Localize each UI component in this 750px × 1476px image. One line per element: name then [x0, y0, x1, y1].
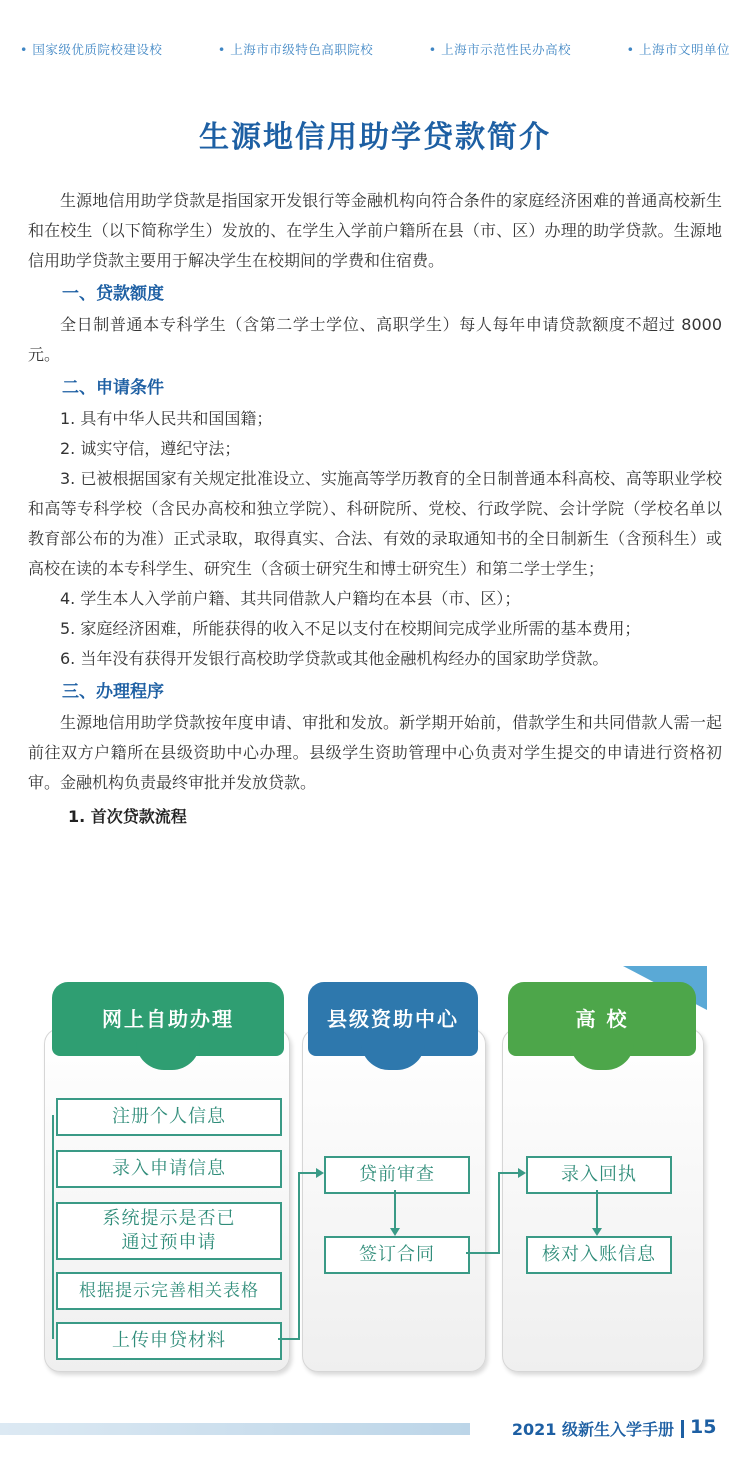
connector-line	[498, 1173, 500, 1254]
intro-paragraph: 生源地信用助学贷款是指国家开发银行等金融机构向符合条件的家庭经济困难的普通高校新生和在校生（以下简称学生）发放的、在学生入学前户籍所在县（市、区）办理的助学贷款。生源地信用助学贷款主要用于解决学生在校期间的学费和住宿费。	[28, 191, 722, 270]
condition-item: 3. 已被根据国家有关规定批准设立、实施高等学历教育的全日制普通本科高校、高等职业学校和高等专科学校（含民办高校和独立学院）、科研院所、党校、行政学院、会计学院（学校名单以教育部公布的为准）正式录取，取得真实、合法、有效的录取通知书的全日制新生（含预科生）或高校在读的本专科学生、研究生（含硕士研究生和博士研究生）和第二学士学生；	[28, 469, 722, 578]
connector-line	[298, 1172, 316, 1174]
header-college	[508, 982, 696, 1056]
connector-line	[278, 1338, 300, 1340]
header-tags	[20, 38, 730, 60]
flow-step: 录入申请信息	[56, 1150, 282, 1188]
flow-step: 贷前审查	[324, 1156, 470, 1194]
arrow-head	[316, 1168, 324, 1178]
condition-item: 6. 当年没有获得开发银行高校助学贷款或其他金融机构经办的国家助学贷款。	[60, 649, 609, 668]
connector-line	[394, 1190, 396, 1230]
flow-step: 上传申贷材料	[56, 1322, 282, 1360]
header-tag: • 上海市文明单位	[627, 40, 730, 58]
header-college-label: 高 校	[575, 1007, 629, 1031]
page-number: 15	[690, 1416, 717, 1438]
arrow-head	[390, 1228, 400, 1236]
header-tag: • 上海市示范性民办高校	[429, 40, 571, 58]
section-heading-amount: 一、贷款额度	[62, 284, 164, 304]
flow-step: 注册个人信息	[56, 1098, 282, 1136]
amount-paragraph: 全日制普通本专科学生（含第二学士学位、高职学生）每人每年申请贷款额度不超过 8000 元。	[28, 315, 722, 364]
panel-college	[502, 1028, 704, 1372]
page-title: 生源地信用助学贷款简介	[199, 120, 551, 155]
arrow-head	[518, 1168, 526, 1178]
header-online	[52, 982, 284, 1056]
connector-line	[466, 1252, 500, 1254]
flow-step: 根据提示完善相关表格	[56, 1272, 282, 1310]
header-tag: • 国家级优质院校建设校	[20, 40, 162, 58]
section-heading-procedure: 三、办理程序	[62, 682, 164, 702]
connector-line	[596, 1190, 598, 1230]
header-online-label: 网上自助办理	[102, 1007, 234, 1031]
loan-flowchart	[40, 966, 720, 1376]
section-heading-conditions: 二、申请条件	[62, 378, 164, 398]
footer-title: 2021 级新生入学手册	[511, 1420, 674, 1439]
footer-bar	[0, 1423, 470, 1435]
header-county	[308, 982, 478, 1056]
footer-divider	[681, 1420, 684, 1438]
procedure-paragraph: 生源地信用助学贷款按年度申请、审批和发放。新学期开始前，借款学生和共同借款人需一起前往双方户籍所在县级资助中心办理。县级学生资助管理中心负责对学生提交的申请进行资格初审。金融机构负责最终审批并发放贷款。	[28, 713, 722, 792]
subheading-first-loan: 1. 首次贷款流程	[68, 807, 187, 826]
condition-item: 4. 学生本人入学前户籍、其共同借款人户籍均在本县（市、区）；	[60, 589, 521, 608]
header-county-label: 县级资助中心	[327, 1007, 459, 1031]
arrow-head	[592, 1228, 602, 1236]
condition-item: 1. 具有中华人民共和国国籍；	[60, 409, 273, 428]
flow-step: 录入回执	[526, 1156, 672, 1194]
connector-line	[298, 1173, 300, 1340]
flow-step: 核对入账信息	[526, 1236, 672, 1274]
header-tag: • 上海市市级特色高职院校	[218, 40, 373, 58]
flow-step: 签订合同	[324, 1236, 470, 1274]
flow-step: 系统提示是否已 通过预申请	[56, 1202, 282, 1260]
condition-item: 5. 家庭经济困难，所能获得的收入不足以支付在校期间完成学业所需的基本费用；	[60, 619, 641, 638]
condition-item: 2. 诚实守信，遵纪守法；	[60, 439, 241, 458]
panel-online	[44, 1028, 290, 1372]
connector-line	[52, 1115, 54, 1339]
connector-line	[498, 1172, 518, 1174]
article-body	[28, 186, 722, 832]
